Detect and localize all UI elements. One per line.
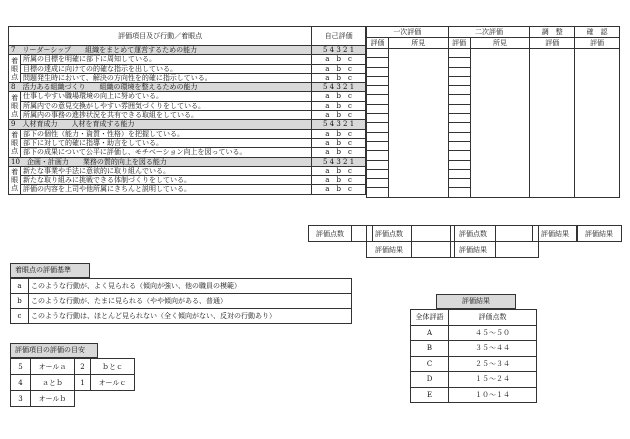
second-rating-cell[interactable] [448, 123, 470, 132]
scale-label: 5 4 3 2 1 [312, 120, 366, 129]
point-row [9, 148, 366, 157]
first-rating-cell[interactable] [367, 49, 389, 58]
first-rating-cell[interactable] [367, 114, 389, 123]
abc-choice[interactable]: a b c [312, 166, 366, 175]
point-row [9, 64, 366, 73]
self-total-label: 評価点数 [309, 226, 352, 242]
section-row [9, 120, 366, 129]
first-rating-cell[interactable] [367, 151, 389, 160]
second-rating-cell[interactable] [448, 160, 470, 169]
criteria-key: c [11, 309, 29, 324]
side-label: 着眼点 [9, 55, 21, 83]
header-adjust: 調 整 [530, 27, 575, 38]
first-rating-cell[interactable] [367, 188, 389, 197]
abc-choice[interactable]: a b c [312, 111, 366, 120]
second-rating-cell[interactable] [448, 49, 470, 58]
point-row [9, 166, 366, 175]
point-row [9, 176, 366, 185]
abc-choice[interactable]: a b c [312, 101, 366, 110]
guide-desc: ａとｂ [31, 375, 75, 391]
first-total-table [366, 225, 455, 258]
header-rating: 評価 [448, 38, 470, 49]
results-grade: E [411, 387, 449, 403]
section-title: 9 人材育成力 人材を育成する能力 [9, 120, 312, 129]
guide-score: 4 [11, 375, 31, 391]
first-total-value[interactable] [412, 226, 455, 242]
results-table [410, 309, 537, 403]
header-remarks: 所見 [470, 38, 530, 49]
guide-score: 3 [11, 391, 31, 407]
adjust-result-table [532, 225, 578, 242]
point-text: 所属の目標を明確に部下に周知している。 [20, 55, 311, 64]
abc-choice[interactable]: a b c [312, 129, 366, 138]
point-text: 評価の内容を上司や他所属にきちんと説明している。 [20, 185, 311, 194]
results-grade: B [411, 341, 449, 357]
header-rating: 評価 [575, 38, 620, 49]
criteria-text: このような行動は、ほとんど見られない（全く傾向がない、反対の行動あり） [29, 309, 352, 324]
criteria-title: 着眼点の評価基準 [10, 263, 90, 278]
results-grade: A [411, 325, 449, 341]
point-text: 仕事しやすい職場環境の向上に努めている。 [20, 92, 311, 101]
header-confirm: 確 認 [575, 27, 620, 38]
first-rating-cell[interactable] [367, 58, 389, 67]
point-row [9, 101, 366, 110]
point-text: 新たな取り組みに挑戦できる体制づくりをしている。 [20, 176, 311, 185]
confirm-result-label: 評価結果 [577, 226, 622, 242]
second-result-value[interactable] [496, 242, 539, 258]
header-self-eval: 自己評価 [312, 27, 366, 46]
point-text: 部下の個性（能力・資質・性格）を把握している。 [20, 129, 311, 138]
second-rating-cell[interactable] [448, 114, 470, 123]
first-result-value[interactable] [412, 242, 455, 258]
section-row [9, 83, 366, 92]
guide-desc: ｂとｃ [91, 359, 135, 375]
section-row [9, 157, 366, 166]
first-rating-cell[interactable] [367, 86, 389, 95]
first-rating-cell[interactable] [367, 95, 389, 104]
second-rating-cell[interactable] [448, 169, 470, 178]
results-title: 評価結果 [436, 294, 516, 309]
results-col2-header: 評価点数 [449, 310, 537, 326]
abc-choice[interactable]: a b c [312, 185, 366, 194]
point-text: 問題発生時において、解決の方向性を的確に指示している。 [20, 73, 311, 82]
point-text: 部下に対して的確に指導・助言をしている。 [20, 138, 311, 147]
second-rating-cell[interactable] [448, 58, 470, 67]
guide-score: 5 [11, 359, 31, 375]
section-title: 7 リーダーシップ 組織をまとめて運営するための能力 [9, 46, 312, 55]
point-row [9, 73, 366, 82]
point-text: 部下の成果について公平に評価し、モチベーション向上を図っている。 [20, 148, 311, 157]
point-row [9, 138, 366, 147]
first-rating-cell[interactable] [367, 76, 389, 85]
first-rating-cell[interactable] [367, 160, 389, 169]
second-remarks-cell[interactable] [470, 49, 530, 198]
point-row [9, 185, 366, 194]
point-text: 新たな事業や手法に意欲的に取り組んでいる。 [20, 166, 311, 175]
scale-label: 5 4 3 2 1 [312, 157, 366, 166]
header-remarks: 所見 [388, 38, 448, 49]
guide-desc: オールｃ [91, 375, 135, 391]
side-label: 着眼点 [9, 92, 21, 120]
second-rating-cell[interactable] [448, 179, 470, 188]
second-rating-cell[interactable] [448, 104, 470, 113]
evaluation-items-table [8, 26, 366, 195]
point-text: 所属内での意見交換がしやすい雰囲気づくりをしている。 [20, 101, 311, 110]
results-range: １５～２４ [449, 372, 537, 388]
second-total-label: 評価点数 [451, 226, 496, 242]
second-rating-cell[interactable] [448, 151, 470, 160]
results-col1-header: 全体評語 [411, 310, 449, 326]
criteria-key: a [11, 279, 29, 294]
abc-choice[interactable]: a b c [312, 73, 366, 82]
point-text: 目標の達成に向けての的確な指示を出している。 [20, 64, 311, 73]
evaluator-columns-table [366, 26, 620, 198]
second-rating-cell[interactable] [448, 132, 470, 141]
abc-choice[interactable]: a b c [312, 55, 366, 64]
header-item-col: 評価項目及び行動／着眼点 [9, 27, 312, 46]
point-row [9, 129, 366, 138]
self-total-table [308, 225, 373, 242]
first-remarks-cell[interactable] [388, 49, 448, 198]
side-label: 着眼点 [9, 129, 21, 157]
second-rating-cell[interactable] [448, 141, 470, 150]
section-title: 10 企画・計画力 業務の質的向上を図る能力 [9, 157, 312, 166]
scale-label: 5 4 3 2 1 [312, 83, 366, 92]
results-range: ２５～３４ [449, 356, 537, 372]
criteria-text: このような行動が、たまに見られる（やや傾向がある、普通） [29, 294, 352, 309]
first-result-label: 評価結果 [367, 242, 412, 258]
abc-choice[interactable]: a b c [312, 148, 366, 157]
guide-table [10, 358, 135, 407]
abc-choice[interactable]: a b c [312, 176, 366, 185]
abc-choice[interactable]: a b c [312, 92, 366, 101]
results-range: １０～１４ [449, 387, 537, 403]
criteria-key: b [11, 294, 29, 309]
side-label: 着眼点 [9, 166, 21, 194]
guide-desc: オールａ [31, 359, 75, 375]
second-rating-cell[interactable] [448, 188, 470, 197]
adjust-cell[interactable] [530, 49, 575, 198]
guide-score: 2 [75, 359, 91, 375]
first-rating-cell[interactable] [367, 132, 389, 141]
header-first-eval: 一次評価 [367, 27, 449, 38]
second-result-label: 評価結果 [451, 242, 496, 258]
header-second-eval: 二次評価 [448, 27, 530, 38]
second-rating-cell[interactable] [448, 95, 470, 104]
abc-choice[interactable]: a b c [312, 138, 366, 147]
adjust-result-label: 評価結果 [533, 226, 578, 242]
abc-choice[interactable]: a b c [312, 64, 366, 73]
point-row [9, 111, 366, 120]
guide-title: 評価項目の評価の目安 [10, 343, 98, 358]
confirm-cell[interactable] [575, 49, 620, 198]
first-rating-cell[interactable] [367, 123, 389, 132]
scale-label: 5 4 3 2 1 [312, 46, 366, 55]
first-rating-cell[interactable] [367, 141, 389, 150]
criteria-table [10, 278, 352, 324]
results-range: ３５～４４ [449, 341, 537, 357]
confirm-result-table [576, 225, 622, 242]
criteria-text: このような行動が、よく見られる（傾向が強い、他の職員の模範） [29, 279, 352, 294]
header-rating: 評価 [530, 38, 575, 49]
first-rating-cell[interactable] [367, 179, 389, 188]
section-title: 8 活力ある組織づくり 組織の環境を整えるための能力 [9, 83, 312, 92]
results-grade: D [411, 372, 449, 388]
second-rating-cell[interactable] [448, 86, 470, 95]
second-rating-cell[interactable] [448, 67, 470, 76]
results-grade: C [411, 356, 449, 372]
point-row [9, 92, 366, 101]
point-text: 所属内の事務の進捗状況を共有できる取組をしている。 [20, 111, 311, 120]
section-row [9, 46, 366, 55]
second-total-table [450, 225, 539, 258]
results-range: ４５～５０ [449, 325, 537, 341]
point-row [9, 55, 366, 64]
first-rating-cell[interactable] [367, 104, 389, 113]
header-rating: 評価 [367, 38, 389, 49]
guide-score: 1 [75, 375, 91, 391]
first-total-label: 評価点数 [367, 226, 412, 242]
second-rating-cell[interactable] [448, 76, 470, 85]
first-rating-cell[interactable] [367, 169, 389, 178]
first-rating-cell[interactable] [367, 67, 389, 76]
guide-desc: オールｂ [31, 391, 75, 407]
